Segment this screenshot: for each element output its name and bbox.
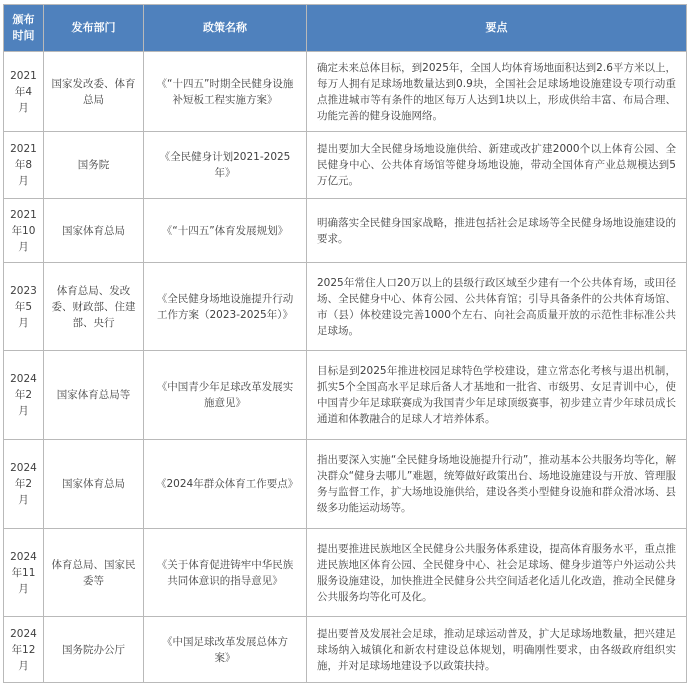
cell-policy-name: 《全民健身计划2021-2025年》	[144, 132, 307, 199]
table-header-row	[4, 5, 687, 52]
cell-key-points: 提出要普及发展社会足球，推动足球运动普及，扩大足球场地数量，把兴建足球场纳入城镇化和新农村建设总体规划，明确刚性要求，由各级政府组织实施，并对足球场地建设予以政策扶持。	[307, 617, 687, 683]
cell-time: 2024年2月	[4, 351, 44, 440]
cell-dept: 国务院	[44, 132, 144, 199]
table-row	[4, 52, 687, 132]
cell-dept: 国务院办公厅	[44, 617, 144, 683]
table-row	[4, 440, 687, 529]
cell-policy-name: 《“十四五”时期全民健身设施补短板工程实施方案》	[144, 52, 307, 132]
cell-key-points: 目标是到2025年推进校园足球特色学校建设，建立常态化考核与退出机制，抓实5个全国高水平足球后备人才基地和一批省、市级男、女足青训中心，使中国青少年足球联赛成为我国青少年足球顶级赛事，初步建立青少年球员成长通道和体教融合的足球人才培养体系。	[307, 351, 687, 440]
header-points: 要点	[307, 5, 687, 52]
cell-policy-name: 《中国青少年足球改革发展实施意见》	[144, 351, 307, 440]
cell-dept: 国家体育总局	[44, 440, 144, 529]
cell-time: 2021年8月	[4, 132, 44, 199]
cell-dept: 国家体育总局	[44, 199, 144, 263]
cell-dept: 体育总局、国家民委等	[44, 529, 144, 617]
cell-key-points: 2025年常住人口20万以上的县级行政区域至少建有一个公共体育场，或田径场、全民健身中心、体育公园、公共体育馆；引导具备条件的公共体育场馆、市（县）体校建设完善1000个左右、向社会高质量开放的示范性非标准公共足球场。	[307, 263, 687, 351]
cell-key-points: 明确落实全民健身国家战略，推进包括社会足球场等全民健身场地设施建设的要求。	[307, 199, 687, 263]
cell-time: 2024年2月	[4, 440, 44, 529]
table-row	[4, 199, 687, 263]
policy-table	[3, 4, 687, 683]
cell-key-points: 提出要加大全民健身场地设施供给、新建或改扩建2000个以上体育公园、全民健身中心、公共体育场馆等健身场地设施，带动全国体育产业总规模达到5万亿元。	[307, 132, 687, 199]
cell-time: 2021年10月	[4, 199, 44, 263]
cell-time: 2023年5月	[4, 263, 44, 351]
cell-policy-name: 《全民健身场地设施提升行动工作方案（2023-2025年）》	[144, 263, 307, 351]
header-time: 颁布时间	[4, 5, 44, 52]
cell-dept: 国家体育总局等	[44, 351, 144, 440]
cell-policy-name: 《“十四五”体育发展规划》	[144, 199, 307, 263]
table-row	[4, 617, 687, 683]
table-row	[4, 351, 687, 440]
header-dept: 发布部门	[44, 5, 144, 52]
cell-time: 2024年12月	[4, 617, 44, 683]
cell-policy-name: 《2024年群众体育工作要点》	[144, 440, 307, 529]
cell-policy-name: 《中国足球改革发展总体方案》	[144, 617, 307, 683]
cell-time: 2024年11月	[4, 529, 44, 617]
policy-table-container	[3, 4, 686, 683]
cell-key-points: 提出要推进民族地区全民健身公共服务体系建设，提高体育服务水平，重点推进民族地区体育公园、全民健身中心、社会足球场、健身步道等户外运动公共服务设施建设，加快推进全民健身公共空间适老化适儿化改造，推动全民健身公共服务均等化可及化。	[307, 529, 687, 617]
cell-key-points: 指出要深入实施“全民健身场地设施提升行动”，推动基本公共服务均等化，解决群众“健身去哪儿”难题，统筹做好政策出台、场地设施建设与开放、管理服务与监督工作，扩大场地设施供给，建设各类小型健身设施和群众滑冰场、县级多功能运动场等。	[307, 440, 687, 529]
table-row	[4, 529, 687, 617]
table-row	[4, 132, 687, 199]
table-row	[4, 263, 687, 351]
cell-dept: 国家发改委、体育总局	[44, 52, 144, 132]
cell-dept: 体育总局、发改委、财政部、住建部、央行	[44, 263, 144, 351]
header-name: 政策名称	[144, 5, 307, 52]
cell-policy-name: 《关于体育促进铸牢中华民族共同体意识的指导意见》	[144, 529, 307, 617]
cell-time: 2021年4月	[4, 52, 44, 132]
cell-key-points: 确定未来总体目标，到2025年，全国人均体育场地面积达到2.6平方米以上，每万人拥有足球场地数量达到0.9块，全国社会足球场地设施建设专项行动重点推进城市等有条件的地区每万人达到1块以上，形成供给丰富、布局合理、功能完善的健身设施网络。	[307, 52, 687, 132]
